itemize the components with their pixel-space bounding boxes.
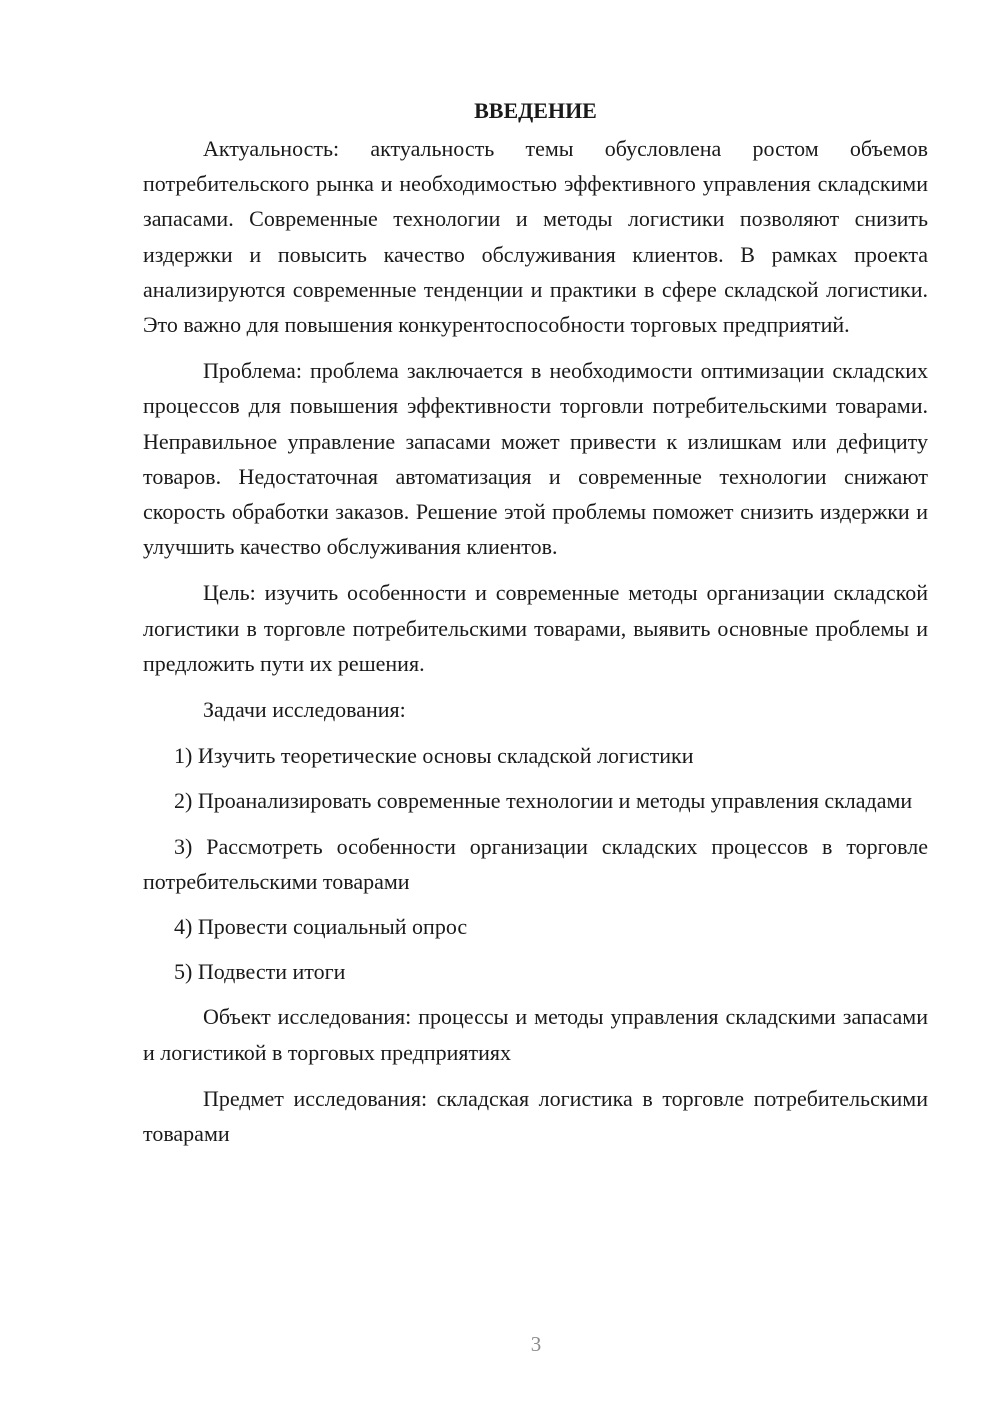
task-item-5: 5) Подвести итоги <box>174 959 346 985</box>
document-body <box>143 93 928 1162</box>
page-number: 3 <box>530 1332 542 1356</box>
task-item-3: 3) Рассмотреть особенности организации складских процессов в торговле потребительскими товарами <box>143 833 928 894</box>
task-item-1: 1) Изучить теоретические основы складской логистики <box>174 743 694 769</box>
section-title: ВВЕДЕНИЕ <box>474 98 597 123</box>
paragraph-problem: Проблема: проблема заключается в необходимости оптимизации складских процессов для повышения эффективности торговли потребительскими товарами. Неправильное управление запасами может привести к излишкам или дефициту товаров. Недостаточная автоматизация и современные технологии снижают скорость обработки заказов. Решение этой проблемы поможет снизить издержки и улучшить качество обслуживания клиентов. <box>143 358 928 560</box>
paragraph-object: Объект исследования: процессы и методы управления складскими запасами и логистикой в торговых предприятиях <box>143 1004 928 1065</box>
paragraph-subject: Предмет исследования: складская логистика в торговле потребительскими товарами <box>143 1085 928 1147</box>
paragraph-relevance: Актуальность: актуальность темы обусловлена ростом объемов потребительского рынка и необходимостью эффективного управления складскими запасами. Современные технологии и методы логистики позволяют снизить издержки и повысить качество обслуживания клиентов. В рамках проекта анализируются современные тенденции и практики в сфере складской логистики. Это важно для повышения конкурентоспособности торговых предприятий. <box>143 136 928 338</box>
task-item-2: 2) Проанализировать современные технологии и методы управления складами <box>174 788 913 814</box>
paragraph-tasks-heading: Задачи исследования: <box>203 697 406 723</box>
task-item-4: 4) Провести социальный опрос <box>174 914 468 940</box>
paragraph-goal: Цель: изучить особенности и современные методы организации складской логистики в торговле потребительскими товарами, выявить основные проблемы и предложить пути их решения. <box>143 580 928 676</box>
